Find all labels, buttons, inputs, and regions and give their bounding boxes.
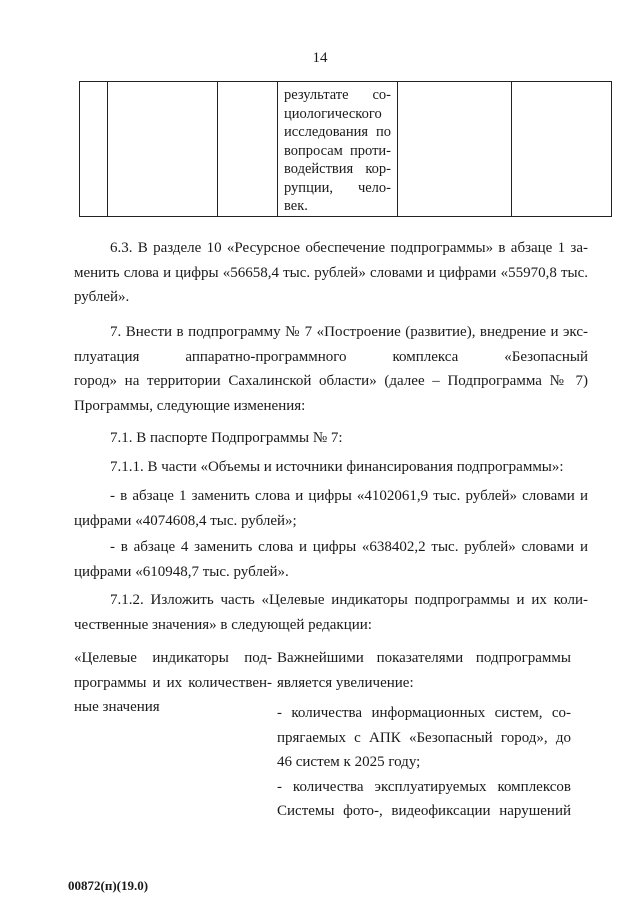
paragraph-7-1: 7.1. В паспорте Подпрограммы № 7: — [110, 430, 343, 446]
cell-line: циологического — [284, 105, 382, 122]
table-cell — [108, 82, 218, 217]
table-cell — [80, 82, 108, 217]
cell-line: исследования по — [284, 124, 391, 140]
cell-line: результате со- — [284, 87, 391, 103]
paragraph-7: 7. Внести в подпрограмму № 7 «Построение (развитие), внедрение и экс- плуатация аппаратно-программного комплекса «Безопасный город» на территории Сахалинской области» (далее – Подпрограмма № 7) Программы, следующие изменения: — [74, 324, 588, 414]
paragraph-abzac-4: - в абзаце 4 заменить слова и цифры «638402,2 тыс. рублей» словами и цифрами «610948,7 тыс. рублей». — [74, 539, 588, 580]
table-cell — [398, 82, 512, 217]
document-code: 00872(п)(19.0) — [68, 878, 149, 893]
paragraph-7-1-2: 7.1.2. Изложить часть «Целевые индикаторы подпрограммы и их коли- чественные значения» в следующей редакции: — [74, 592, 588, 633]
table-cell — [512, 82, 612, 217]
page-number: 14 — [312, 50, 328, 66]
indicator-table-fragment — [79, 81, 612, 217]
table-cell — [218, 82, 278, 217]
table-cell-text — [278, 82, 398, 217]
paragraph-7-1-1: 7.1.1. В части «Объемы и источники финансирования подпрограммы»: — [110, 459, 564, 475]
cell-line: водействия кор- — [284, 161, 391, 177]
indicators-label: «Целевые индикаторы под- программы и их количествен- ные значения — [74, 650, 272, 715]
cell-line: век. — [284, 198, 308, 214]
paragraph-6-3: 6.3. В разделе 10 «Ресурсное обеспечение подпрограммы» в абзаце 1 за- менить слова и цифры «56658,4 тыс. рублей» словами и цифрами «55970,8 тыс. рублей». — [74, 240, 588, 305]
indicators-text: Важнейшими показателями подпрограммы является увеличение: - количества информационных систем, со- прягаемых с АПК «Безопасный город», до 46 систем к 2025 году; - количества эксплуатируемых комплексов Системы фото-, видеофиксации нарушений — [277, 650, 571, 819]
cell-line: вопросам проти- — [284, 142, 391, 159]
cell-line: рупции, чело- — [284, 179, 391, 196]
paragraph-abzac-1: - в абзаце 1 заменить слова и цифры «4102061,9 тыс. рублей» словами и цифрами «4074608,4 тыс. рублей»; — [74, 488, 588, 529]
